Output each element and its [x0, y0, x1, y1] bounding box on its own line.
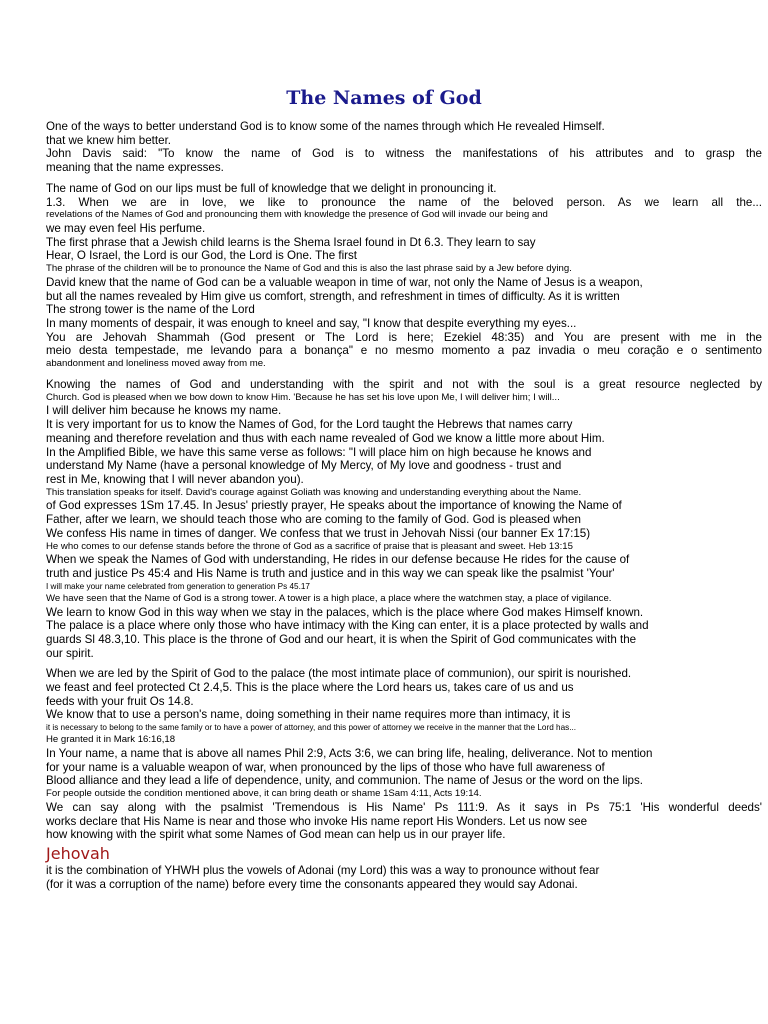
text-line: how knowing with the spirit what some Names of God mean can help us in our prayer life. — [46, 828, 506, 842]
paragraph-gap — [46, 371, 762, 378]
text-line: One of the ways to better understand God is to know some of the names through which He revealed Himself. — [46, 120, 605, 133]
text-line: we feast and feel protected Ct 2.4,5. This is the place where the Lord hears us, takes care of us and us — [46, 681, 574, 695]
text-line: David knew that the name of God can be a valuable weapon in time of war, not only the Name of Jesus is a weapon, — [46, 275, 643, 289]
text-line: abandonment and loneliness moved away from me. — [46, 358, 266, 370]
text-line: guards Sl 48.3,10. This place is the throne of God and our heart, it is when the Spirit of God communicates with the — [46, 632, 637, 646]
text-line: We can say along with the psalmist 'Tremendous is His Name' Ps 111:9. As it says in Ps 75:1 'His wonderful deeds' — [46, 800, 762, 814]
text-line: You are Jehovah Shammah (God present or The Lord is here; Ezekiel 48:35) and You are present with me in the — [46, 330, 762, 344]
text-line: I will make your name celebrated from generation to generation Ps 45.17 — [46, 581, 310, 591]
text-line: meaning that the name expresses. — [46, 161, 224, 175]
text-line: but all the names revealed by Him give us comfort, strength, and refreshment in times of difficulty. As it is written — [46, 289, 620, 303]
text-line: For people outside the condition mentioned above, it can bring death or shame 1Sam 4:11, Acts 19:14. — [46, 788, 482, 800]
text-line: for your name is a valuable weapon of war, when pronounced by the lips of those who have full awareness of — [46, 760, 605, 774]
text-line: We know that to use a person's name, doing something in their name requires more than intimacy, it is — [46, 708, 571, 722]
text-line: Hear, O Israel, the Lord is our God, the Lord is One. The first — [46, 249, 358, 263]
text-line: In Your name, a name that is above all names Phil 2:9, Acts 3:6, we can bring life, healing, deliverance. Not to mention — [46, 746, 653, 760]
text-line: of God expresses 1Sm 17.45. In Jesus' priestly prayer, He speaks about the importance of knowing the Name of — [46, 499, 622, 513]
text-line: We have seen that the Name of God is a strong tower. A tower is a high place, a place where the watchmen stay, a place of vigilance. — [46, 592, 612, 604]
text-line: Father, after we learn, we should teach those who are coming to the family of God. God is pleased when — [46, 513, 581, 527]
text-line: John Davis said: "To know the name of God is to witness the manifestations of his attributes and to grasp the — [46, 147, 762, 161]
text-line: works declare that His Name is near and those who invoke His name report His Wonders. Let us now see — [46, 814, 588, 828]
text-line: it is necessary to belong to the same family or to have a power of attorney, and this power of attorney we receive in the manner that the Lord has... — [46, 723, 577, 733]
text-line: we may even feel His perfume. — [46, 222, 206, 236]
text-line: The name of God on our lips must be full of knowledge that we delight in pronouncing it. — [46, 181, 497, 195]
paragraph-gap — [46, 660, 762, 667]
text-line: our spirit. — [46, 646, 94, 660]
text-line: It is very important for us to know the Names of God, for the Lord taught the Hebrews that names carry — [46, 418, 573, 432]
text-line: Church. God is pleased when we bow down to know Him. 'Because he has set his love upon Me, I will deliver him; I will... — [46, 391, 560, 403]
text-line: rest in Me, knowing that I will never abandon you). — [46, 472, 304, 486]
text-line: The strong tower is the name of the Lord — [46, 303, 255, 317]
text-line: I will deliver him because he knows my name. — [46, 404, 282, 418]
text-line: The first phrase that a Jewish child learns is the Shema Israel found in Dt 6.3. They learn to say — [46, 235, 536, 249]
text-line: We confess His name in times of danger. We confess that we trust in Jehovah Nissi (our banner Ex 17:15) — [46, 526, 591, 540]
document-body — [46, 120, 762, 891]
text-line: meaning and therefore revelation and thus with each name revealed of God we know a little more about Him. — [46, 431, 605, 445]
text-line: Knowing the names of God and understanding with the spirit and not with the soul is a great resource neglected by — [46, 377, 762, 391]
page-title: The Names of God — [286, 87, 482, 109]
text-line: it is the combination of YHWH plus the vowels of Adonai (my Lord) this was a way to pronounce without fear — [46, 864, 600, 877]
text-line: feeds with your fruit Os 14.8. — [46, 694, 194, 708]
text-line: Blood alliance and they lead a life of dependence, unity, and communion. The name of Jesus or the word on the lips. — [46, 774, 644, 788]
text-line: When we are led by the Spirit of God to the palace (the most intimate place of communion), our spirit is nourished. — [46, 667, 632, 681]
text-line: He who comes to our defense stands before the throne of God as a sacrifice of praise that is pleasant and sweet. Heb 13:15 — [46, 540, 573, 552]
text-line: that we knew him better. — [46, 133, 172, 147]
text-line: The palace is a place where only those who have intimacy with the King can enter, it is a place protected by walls and — [46, 619, 649, 633]
text-line: When we speak the Names of God with understanding, He rides in our defense because He rides for the cause of — [46, 553, 630, 567]
text-line: revelations of the Names of God and pronouncing them with knowledge the presence of God will invade our being and — [46, 209, 548, 221]
text-line: 1.3. When we are in love, we like to pronounce the name of the beloved person. As we learn all the... — [46, 195, 762, 209]
text-line: The phrase of the children will be to pronounce the Name of God and this is also the last phrase said by a Jew before dying. — [46, 263, 572, 275]
text-line: (for it was a corruption of the name) before every time the consonants appeared they would say Adonai. — [46, 877, 578, 891]
text-line: understand My Name (have a personal knowledge of My Mercy, of My love and goodness - trust and — [46, 459, 562, 473]
text-line: He granted it in Mark 16:16,18 — [46, 734, 176, 746]
section-text — [46, 864, 762, 891]
text-line: truth and justice Ps 45:4 and His Name is truth and justice and in this way we can speak like the psalmist 'Your' — [46, 567, 615, 581]
paragraph-gap — [46, 175, 762, 182]
text-line: We learn to know God in this way when we stay in the palaces, which is the place where God makes Himself known. — [46, 605, 644, 619]
paragraph-block — [46, 120, 762, 842]
text-line: meio desta tempestade, me levando para a bonança" e no mesmo momento a paz invadia o meu coração e o sentimento — [46, 344, 762, 358]
text-line: In many moments of despair, it was enough to kneel and say, "I know that despite everything my eyes... — [46, 317, 577, 331]
text-line: In the Amplified Bible, we have this same verse as follows: "I will place him on high because he knows and — [46, 445, 592, 459]
section-heading: Jehovah — [46, 844, 110, 863]
text-line: This translation speaks for itself. David's courage against Goliath was knowing and understanding everything about the Name. — [46, 486, 582, 498]
